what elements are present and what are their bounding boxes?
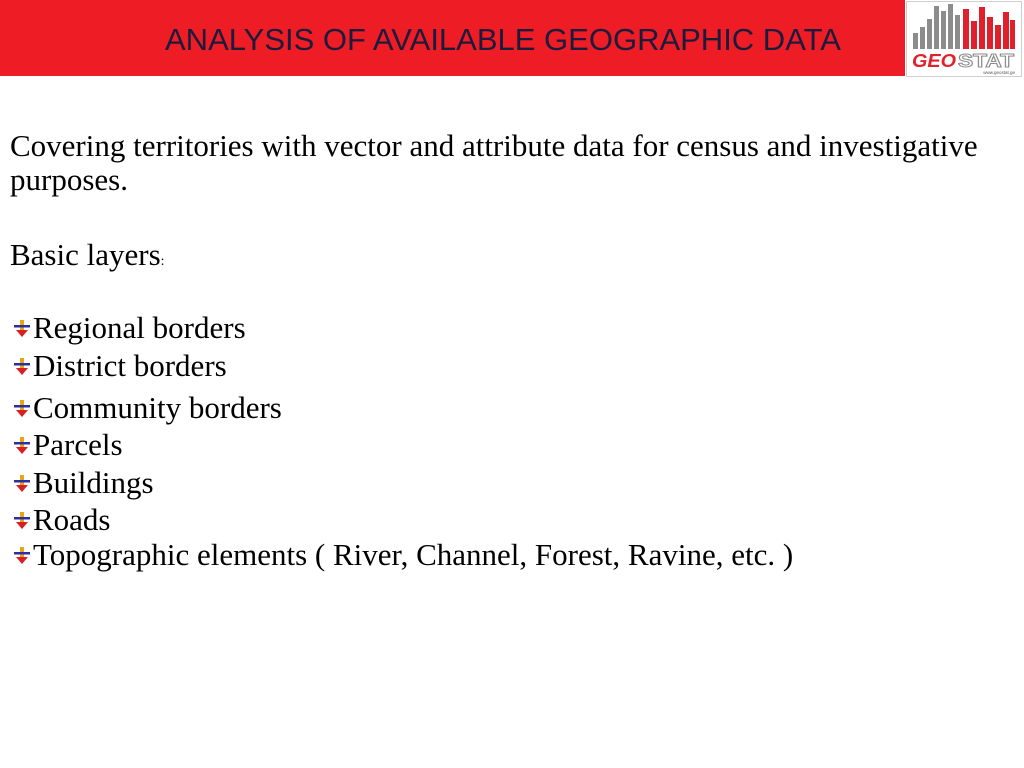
layer-label: Regional borders <box>33 310 246 345</box>
list-item <box>0 390 1000 426</box>
bullet-arrow-icon <box>13 358 31 376</box>
list-item <box>0 502 1000 538</box>
bullet-arrow-icon <box>13 437 31 455</box>
logo-bar <box>941 11 946 49</box>
slide-title: ANALYSIS OF AVAILABLE GEOGRAPHIC DATA <box>165 22 841 57</box>
logo-bar <box>934 6 939 49</box>
layer-label: Topographic elements ( River, Channel, Forest, Ravine, etc. ) <box>33 537 794 572</box>
logo-bar <box>1010 20 1015 49</box>
bullet-arrow-icon <box>13 547 31 565</box>
layer-label: Parcels <box>33 427 123 462</box>
logo-bar <box>948 4 953 49</box>
layers-heading-text: Basic layers <box>10 237 161 272</box>
intro-paragraph: Covering territories with vector and attribute data for census and investigative purposes. <box>10 128 978 197</box>
layers-heading-colon: : <box>160 254 165 269</box>
list-item <box>0 310 1000 346</box>
layer-label: Community borders <box>33 390 282 425</box>
logo-bar <box>971 21 977 49</box>
list-item <box>0 348 1000 384</box>
bullet-arrow-icon <box>13 512 31 530</box>
logo-text-geo: GEO <box>912 51 956 71</box>
logo-bar <box>995 25 1001 49</box>
logo-bar <box>913 33 918 49</box>
bullet-arrow-icon <box>13 475 31 493</box>
list-item <box>0 465 1000 501</box>
logo-bar <box>987 17 993 49</box>
logo-bar <box>955 15 960 49</box>
list-item <box>0 427 1000 463</box>
logo-text-stat: STAT <box>958 51 1014 71</box>
layers-heading <box>10 237 165 273</box>
bullet-arrow-icon <box>13 320 31 338</box>
bullet-arrow-icon <box>13 400 31 418</box>
logo-bar <box>963 9 969 49</box>
logo-url: www.geostat.ge <box>983 70 1015 75</box>
logo-bar <box>979 7 985 49</box>
logo-bar <box>920 27 925 49</box>
logo-bar <box>927 19 932 49</box>
geostat-logo <box>906 1 1022 77</box>
list-item <box>0 537 1000 573</box>
layer-label: Buildings <box>33 465 154 500</box>
layer-label: District borders <box>33 348 227 383</box>
layer-label: Roads <box>33 502 111 537</box>
logo-bar <box>1003 12 1009 49</box>
